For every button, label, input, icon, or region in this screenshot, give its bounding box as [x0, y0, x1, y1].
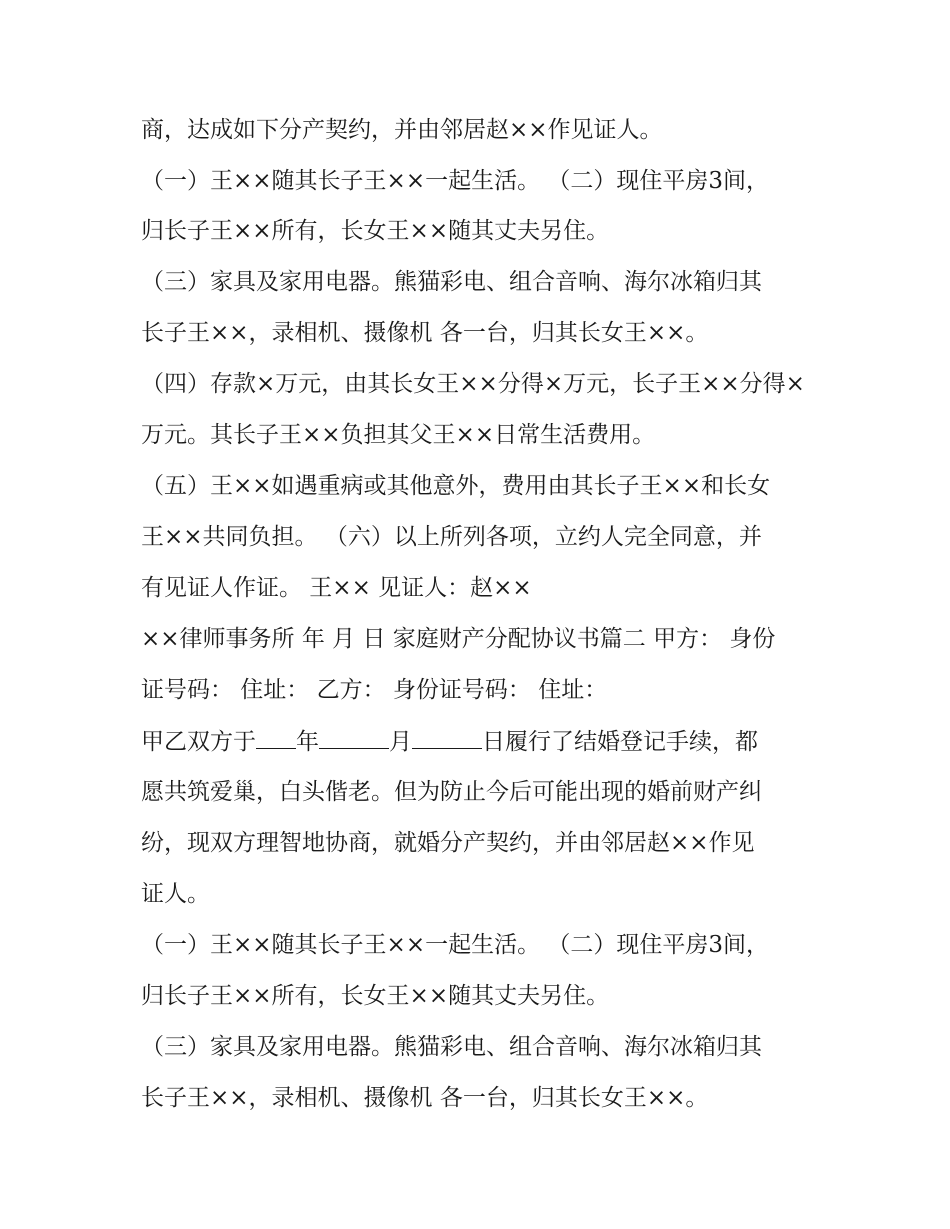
year-blank[interactable]: [256, 726, 296, 749]
paragraph-line: 有见证人作证。 王×× 见证人：赵××: [141, 575, 532, 601]
day-blank[interactable]: [412, 726, 482, 749]
paragraph-line: 万元。其长子王××负担其父王××日常生活费用。: [141, 422, 656, 448]
paragraph-line: 商，达成如下分产契约，并由邻居赵××作见证人。: [141, 117, 663, 143]
year-label: 年: [296, 729, 319, 755]
paragraph-line: （一）王××随其长子王××一起生活。 （二）现住平房3间，: [141, 168, 770, 194]
month-label: 月: [389, 729, 412, 755]
marriage-date-prefix: 甲乙双方于: [141, 729, 256, 755]
paragraph-line: 王××共同负担。 （六）以上所列各项，立约人完全同意，并: [141, 524, 762, 550]
paragraph-line: 证号码： 住址： 乙方： 身份证号码： 住址：: [141, 677, 608, 703]
paragraph-line: 长子王××，录相机、摄像机 各一台，归其长女王××。: [141, 320, 709, 346]
paragraph-line: 纷，现双方理智地协商，就婚分产契约，并由邻居赵××作见: [141, 830, 755, 856]
paragraph-line: （三）家具及家用电器。熊猫彩电、组合音响、海尔冰箱归其: [141, 269, 762, 295]
paragraph-line: （四）存款×万元，由其长女王××分得×万元，长子王××分得×: [141, 371, 805, 397]
marriage-date-line: [141, 726, 758, 757]
marriage-date-suffix: 日履行了结婚登记手续，都: [482, 729, 758, 755]
month-blank[interactable]: [319, 726, 389, 749]
paragraph-line: （三）家具及家用电器。熊猫彩电、组合音响、海尔冰箱归其: [141, 1034, 762, 1060]
paragraph-line: 归长子王××所有，长女王××随其丈夫另住。: [141, 218, 610, 244]
paragraph-line: （一）王××随其长子王××一起生活。 （二）现住平房3间，: [141, 932, 770, 958]
paragraph-line: 证人。: [141, 881, 210, 907]
paragraph-line: 归长子王××所有，长女王××随其丈夫另住。: [141, 983, 610, 1009]
paragraph-line: 愿共筑爱巢，白头偕老。但为防止今后可能出现的婚前财产纠: [141, 779, 762, 805]
paragraph-line: ××律师事务所 年 月 日 家庭财产分配协议书篇二 甲方： 身份: [141, 626, 776, 652]
paragraph-line: （五）王××如遇重病或其他意外，费用由其长子王××和长女: [141, 473, 771, 499]
paragraph-line: 长子王××，录相机、摄像机 各一台，归其长女王××。: [141, 1085, 709, 1111]
